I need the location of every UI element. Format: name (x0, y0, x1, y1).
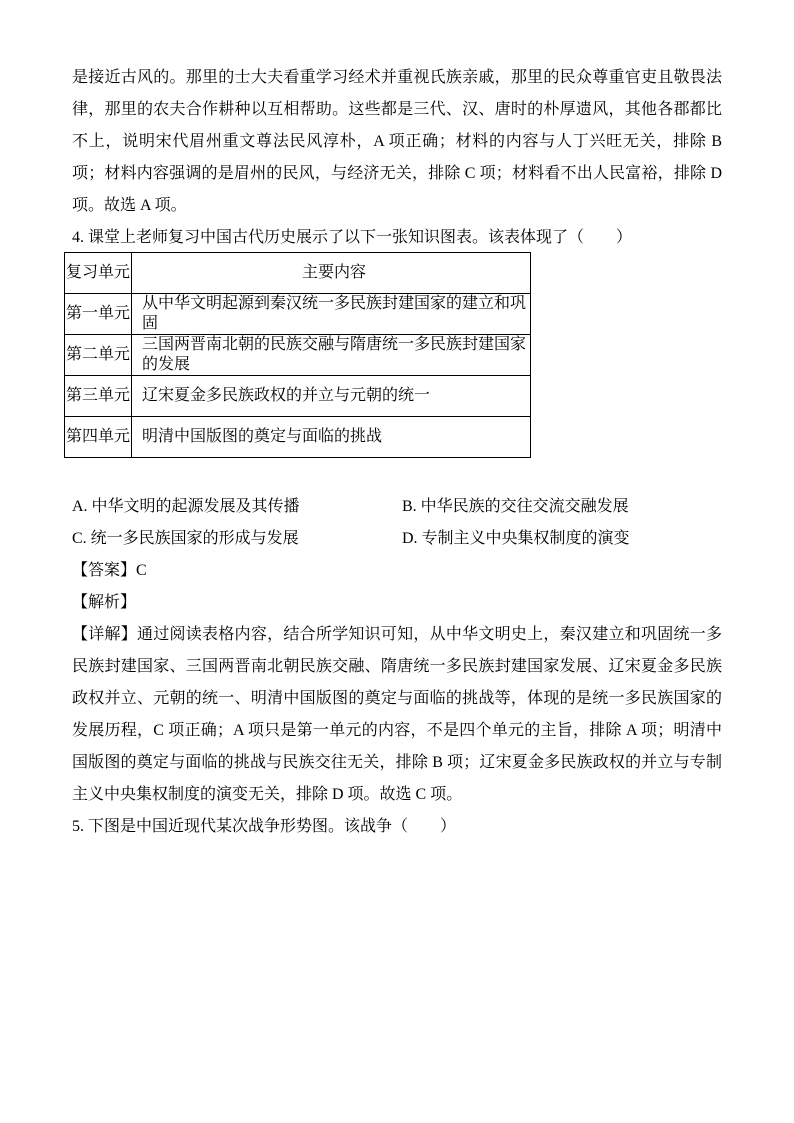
table-cell-unit-3: 第三单元 (65, 376, 132, 417)
table-cell-unit-2: 第二单元 (65, 335, 132, 376)
question3-explanation-continued: 是接近古风的。那里的士大夫看重学习经术并重视氏族亲戚，那里的民众尊重官吏且敬畏法律，那里的农夫合作耕种以互相帮助。这些都是三代、汉、唐时的朴厚遗风，其他各郡都比不上，说明宋代眉州重文尊法民风淳朴，A 项正确；材料的内容与人丁兴旺无关，排除 B 项；材料内容强调的是眉州的民风，与经济无关，排除 C 项；材料看不出人民富裕，排除 D 项。故选 A 项。 (72, 69, 722, 214)
table-row (65, 294, 531, 335)
table-row (65, 417, 531, 458)
answer-line (72, 555, 722, 587)
option-b: B. 中华民族的交往交流交融发展 (402, 498, 629, 515)
table-header-content: 主要内容 (132, 253, 531, 294)
table-cell-content-3: 辽宋夏金多民族政权的并立与元朝的统一 (132, 376, 531, 417)
question5-stem: 5. 下图是中国近现代某次战争形势图。该战争（ ） (72, 818, 457, 835)
analysis-label: 【解析】 (72, 594, 137, 611)
question4-stem: 4. 课堂上老师复习中国古代历史展示了以下一张知识图表。该表体现了（ ） (72, 229, 633, 246)
table-cell-content-1: 从中华文明起源到秦汉统一多民族封建国家的建立和巩固 (132, 294, 531, 335)
option-c: C. 统一多民族国家的形成与发展 (72, 530, 299, 547)
document-content (65, 62, 722, 843)
question4-options (72, 491, 722, 555)
table-cell-unit-4: 第四单元 (65, 417, 132, 458)
option-a: A. 中华文明的起源发展及其传播 (72, 498, 300, 515)
answer-label: 【答案】 (72, 562, 137, 579)
option-d: D. 专制主义中央集权制度的演变 (402, 530, 630, 547)
table-header-row (65, 253, 531, 294)
question4-knowledge-table (64, 252, 531, 458)
option-row-cd (72, 523, 722, 555)
table-cell-content-4: 明清中国版图的奠定与面临的挑战 (132, 417, 531, 458)
table-cell-content-2: 三国两晋南北朝的民族交融与隋唐统一多民族封建国家的发展 (132, 335, 531, 376)
question4-detail-explanation: 【详解】通过阅读表格内容，结合所学知识可知，从中华文明史上，秦汉建立和巩固统一多民族封建国家、三国两晋南北朝民族交融、隋唐统一多民族封建国家发展、辽宋夏金多民族政权并立、元朝的统一、明清中国版图的奠定与面临的挑战等，体现的是统一多民族国家的发展历程，C 项正确；A 项只是第一单元的内容，不是四个单元的主旨，排除 A 项；明清中国版图的奠定与面临的挑战与民族交往无关，排除 B 项；辽宋夏金多民族政权的并立与专制主义中央集权制度的演变无关，排除 D 项。故选 C 项。 (72, 626, 722, 803)
table-row (65, 376, 531, 417)
table-cell-unit-1: 第一单元 (65, 294, 132, 335)
table-row (65, 335, 531, 376)
table-header-unit: 复习单元 (65, 253, 132, 294)
option-row-ab (72, 491, 722, 523)
answer-value: C (136, 562, 147, 579)
